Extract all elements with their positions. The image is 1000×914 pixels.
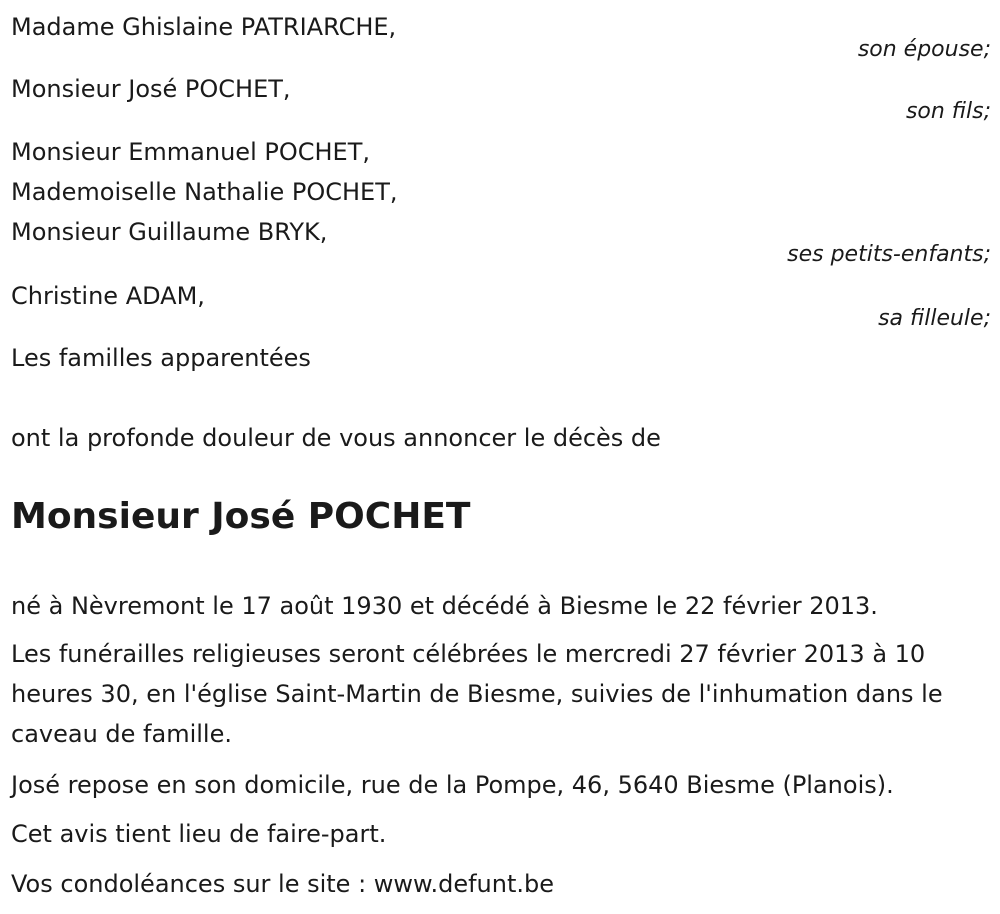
- son-role: son fils;: [905, 99, 991, 124]
- notice-line: Cet avis tient lieu de faire-part.: [11, 820, 387, 848]
- goddaughter-name: Christine ADAM,: [11, 282, 205, 310]
- deceased-name: Monsieur José POCHET: [11, 496, 471, 537]
- condolences-line: Vos condoléances sur le site : www.defunt.be: [11, 870, 555, 898]
- spouse-role: son épouse;: [857, 37, 991, 62]
- grandchild-name: Monsieur Guillaume BRYK,: [11, 218, 328, 246]
- relatives-line: Les familles apparentées: [11, 344, 311, 372]
- grandchildren-role: ses petits-enfants;: [787, 242, 991, 267]
- goddaughter-role: sa filleule;: [878, 306, 991, 331]
- son-name: Monsieur José POCHET,: [11, 75, 291, 103]
- announcement-text: ont la profonde douleur de vous annoncer le décès de: [11, 424, 661, 452]
- obituary-notice: [11, 0, 991, 914]
- rest-line: José repose en son domicile, rue de la Pompe, 46, 5640 Biesme (Planois).: [11, 771, 894, 799]
- funeral-paragraph: Les funérailles religieuses seront célébrées le mercredi 27 février 2013 à 10 heures 30, en l'église Saint-Martin de Biesme, suivies de l'inhumation dans le caveau de famille.: [11, 640, 943, 748]
- grandchild-name: Mademoiselle Nathalie POCHET,: [11, 178, 398, 206]
- spouse-name: Madame Ghislaine PATRIARCHE,: [11, 13, 397, 41]
- birth-death-line: né à Nèvremont le 17 août 1930 et décédé à Biesme le 22 février 2013.: [11, 592, 878, 620]
- grandchild-name: Monsieur Emmanuel POCHET,: [11, 138, 370, 166]
